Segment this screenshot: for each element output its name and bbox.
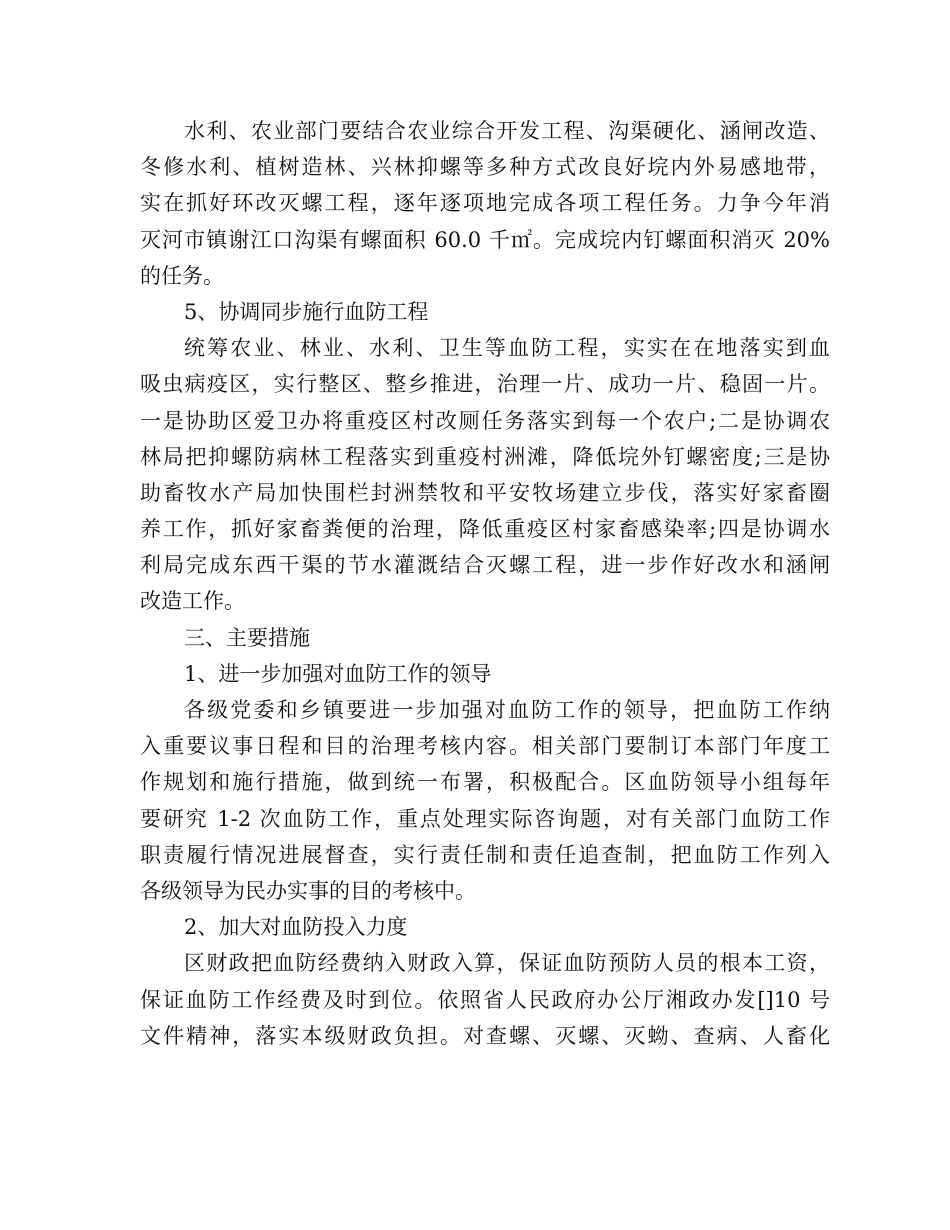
paragraph-line: 冬修水利、植树造林、兴林抑螺等多种方式改良好垸内外易感地带，: [140, 155, 830, 180]
paragraph-line: 改造工作。: [140, 589, 245, 614]
paragraph-line: 养工作，抓好家畜粪便的治理，降低重疫区村家畜感染率;四是协调水: [140, 517, 830, 542]
paragraph-line: 水利、农业部门要结合农业综合开发工程、沟渠硬化、涵闸改造、: [184, 119, 830, 143]
paragraph-line: 一是协助区爱卫办将重疫区村改厕任务落实到每一个农户;二是协调农: [140, 408, 830, 433]
section-heading: 5、协调同步施行血防工程: [184, 299, 429, 324]
paragraph-line: 区财政把血防经费纳入财政入算，保证血防预防人员的根本工资，: [184, 951, 830, 976]
paragraph-line: 统筹农业、林业、水利、卫生等血防工程，实实在在地落实到血: [184, 336, 830, 361]
paragraph-line: 助畜牧水产局加快围栏封洲禁牧和平安牧场建立步伐，落实好家畜圈: [140, 480, 830, 505]
document-body: [140, 113, 830, 1054]
paragraph-line: 林局把抑螺防病林工程落实到重疫村洲滩，降低垸外钉螺密度;三是协: [140, 444, 830, 469]
paragraph-line: 利局完成东西干渠的节水灌溉结合灭螺工程，进一步作好改水和涵闸: [140, 553, 830, 578]
paragraph-line: 的任务。: [140, 263, 224, 288]
paragraph-line: 作规划和施行措施，做到统一布署，积极配合。区血防领导小组每年: [140, 770, 830, 795]
paragraph-line: 灭河市镇谢江口沟渠有螺面积 60.0 千㎡。完成垸内钉螺面积消灭 20%: [140, 227, 830, 252]
paragraph-line: 各级领导为民办实事的目的考核中。: [140, 878, 476, 903]
paragraph-line: 各级党委和乡镇要进一步加强对血防工作的领导，把血防工作纳: [184, 698, 830, 722]
paragraph-line: 保证血防工作经费及时到位。依照省人民政府办公厅湘政办发[]10 号: [140, 987, 830, 1012]
paragraph-line: 吸虫病疫区，实行整区、整乡推进，治理一片、成功一片、稳固一片。: [140, 372, 830, 397]
section-heading: 2、加大对血防投入力度: [184, 915, 408, 940]
section-heading: 三、主要措施: [184, 625, 310, 650]
paragraph-line: 实在抓好环改灭螺工程，逐年逐项地完成各项工程任务。力争今年消: [140, 191, 830, 216]
paragraph-line: 入重要议事日程和目的治理考核内容。相关部门要制订本部门年度工: [140, 734, 830, 759]
paragraph-line: 职责履行情况进展督查，实行责任制和责任追查制，把血防工作列入: [140, 842, 830, 867]
section-heading: 1、进一步加强对血防工作的领导: [184, 661, 492, 686]
paragraph-line: 文件精神，落实本级财政负担。对查螺、灭螺、灭蚴、查病、人畜化: [140, 1023, 830, 1048]
paragraph-line: 要研究 1-2 次血防工作，重点处理实际咨询题，对有关部门血防工作: [140, 806, 830, 831]
